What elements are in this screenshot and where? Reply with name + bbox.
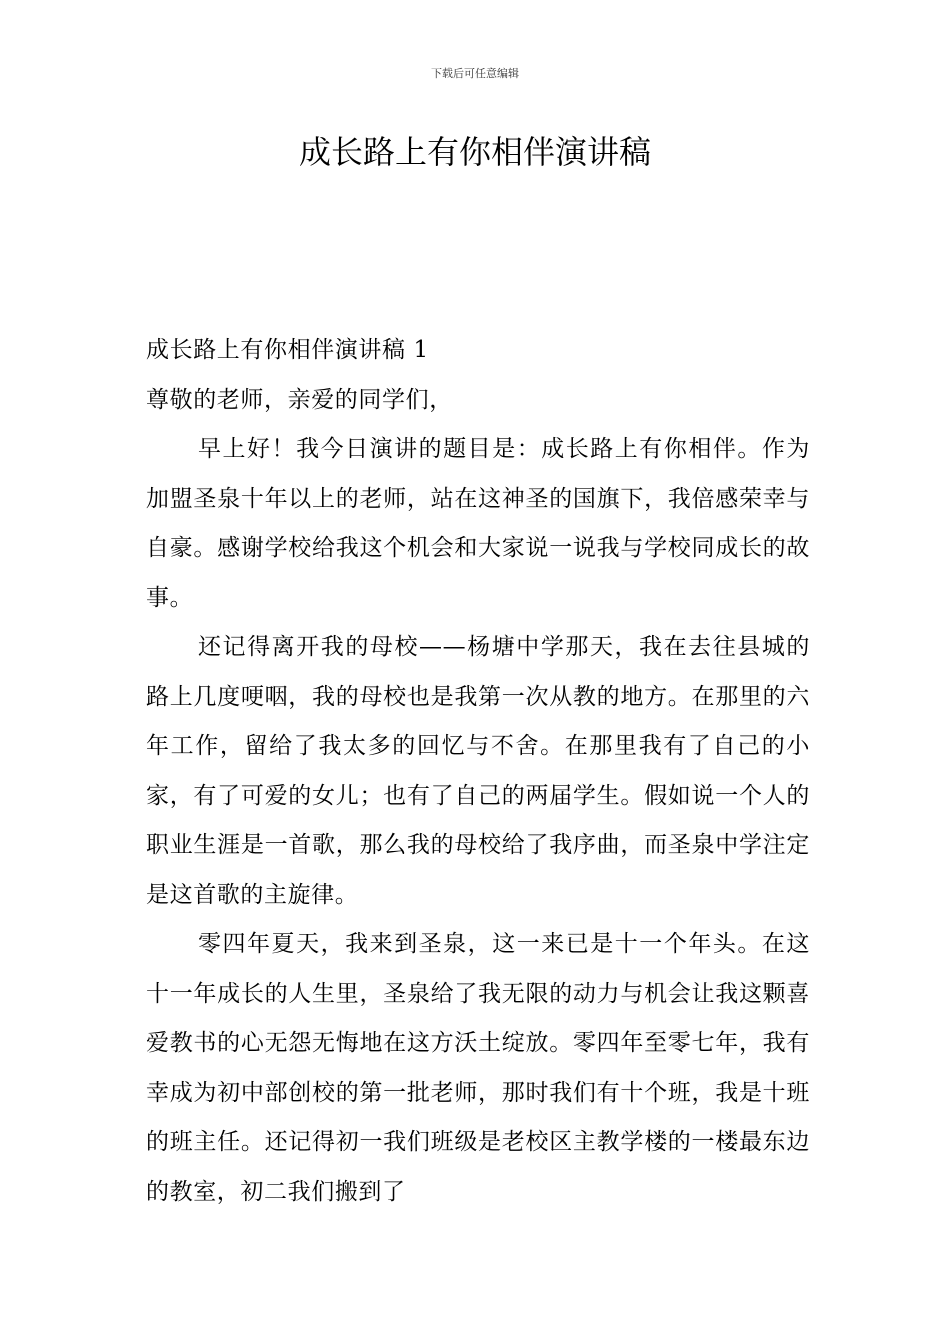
paragraph-1: 早上好！我今日演讲的题目是：成长路上有你相伴。作为加盟圣泉十年以上的老师，站在这神圣的国旗下，我倍感荣幸与自豪。感谢学校给我这个机会和大家说一说我与学校同成长的故事。: [146, 436, 810, 611]
paragraph-2: 还记得离开我的母校——杨塘中学那天，我在去往县城的路上几度哽咽，我的母校也是我第一次从教的地方。在那里的六年工作，留给了我太多的回忆与不舍。在那里我有了自己的小家，有了可爱的女儿；也有了自己的两届学生。假如说一个人的职业生涯是一首歌，那么我的母校给了我序曲，而圣泉中学注定是这首歌的主旋律。: [146, 634, 810, 908]
salutation: 尊敬的老师，亲爱的同学们，: [146, 386, 453, 413]
section-heading: 成长路上有你相伴演讲稿 1: [146, 337, 429, 363]
document-body: [146, 326, 810, 1217]
header-note: 下载后可任意编辑: [431, 67, 519, 80]
document-title: 成长路上有你相伴演讲稿: [298, 133, 651, 171]
paragraph-3: 零四年夏天，我来到圣泉，这一来已是十一个年头。在这十一年成长的人生里，圣泉给了我无限的动力与机会让我这颗喜爱教书的心无怨无悔地在这方沃土绽放。零四年至零七年，我有幸成为初中部创校的第一批老师，那时我们有十个班，我是十班的班主任。还记得初一我们班级是老校区主教学楼的一楼最东边的教室，初二我们搬到了: [146, 931, 810, 1205]
